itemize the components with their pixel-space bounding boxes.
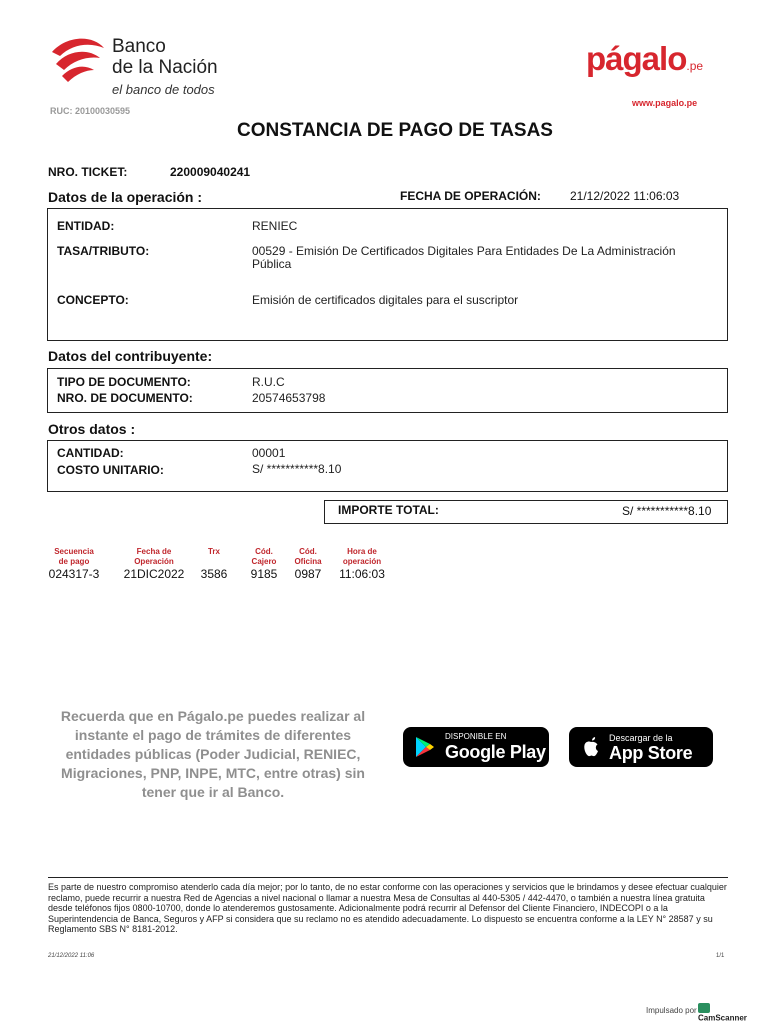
- txn-header: Operación: [134, 557, 174, 566]
- document-title: CONSTANCIA DE PAGO DE TASAS: [237, 120, 553, 141]
- txn-col-trx: [196, 547, 232, 581]
- costo-unitario-value: S/ ***********8.10: [252, 462, 342, 476]
- pagalo-logo: [586, 40, 703, 78]
- legal-notice: Es parte de nuestro compromiso atenderlo cada día mejor; por lo tanto, de no estar conforme con las operaciones y servicios que le brindamos y desee efectuar cualquier reclamo, puede recurrir a nuestra Red de Agencias a nivel nacional o llamar a nuestra Mesa de Consultas al 440-5305 / 442-4470, o también a nuestra línea gratuita desde teléfonos fijos 0800-10700, donde lo atenderemos gustosamente. Adicionalmente podrá recurrir al Defensor del Cliente Financiero, INDECOPI o a la Superintendencia de Banca, Seguros y AFP si considera que su reclamo no es atendido adecuadamente. Lo dispuesto se encuentra conforme a la LEY N° 28587 y su Reglamento SBS N° 8181-2012.: [48, 882, 727, 934]
- txn-header: Cajero: [251, 557, 277, 566]
- tasa-label: TASA/TRIBUTO:: [57, 244, 150, 258]
- nro-documento-value: 20574653798: [252, 391, 326, 405]
- banco-de-la-nacion-logo: [48, 34, 108, 84]
- google-play-button[interactable]: [403, 727, 549, 767]
- txn-header: Fecha de: [136, 547, 172, 556]
- app-store-label: App Store: [609, 743, 693, 763]
- txn-header: Hora de: [347, 547, 377, 556]
- camscanner-label: CamScanner: [698, 1013, 747, 1023]
- txn-value: 024317-3: [48, 567, 100, 581]
- entidad-label: ENTIDAD:: [57, 219, 115, 233]
- txn-col-cajero: [242, 547, 286, 581]
- otros-section-title: Otros datos :: [48, 421, 136, 437]
- apple-icon: [581, 735, 601, 759]
- cantidad-label: CANTIDAD:: [57, 446, 124, 460]
- txn-col-secuencia: [44, 547, 104, 581]
- txn-header: Trx: [207, 547, 220, 556]
- pagalo-url[interactable]: www.pagalo.pe: [632, 98, 698, 108]
- txn-value: 21DIC2022: [123, 567, 185, 581]
- google-play-icon: [415, 736, 435, 758]
- print-date: 21/12/2022 11:06: [48, 953, 95, 959]
- google-play-small: DISPONIBLE EN: [445, 732, 507, 741]
- txn-header: Cód.: [299, 547, 317, 556]
- txn-value: 11:06:03: [339, 567, 385, 581]
- bank-tagline: el banco de todos: [112, 82, 215, 97]
- contribuyente-section-title: Datos del contribuyente:: [48, 348, 213, 364]
- google-play-label: Google Play: [445, 742, 546, 762]
- txn-value: 3586: [200, 567, 228, 581]
- txn-header: Cód.: [255, 547, 273, 556]
- operacion-section-title: Datos de la operación :: [48, 189, 203, 205]
- ticket-label: NRO. TICKET:: [48, 165, 128, 179]
- nro-documento-label: NRO. DE DOCUMENTO:: [57, 391, 193, 405]
- costo-unitario-label: COSTO UNITARIO:: [57, 463, 164, 477]
- txn-header: operación: [342, 557, 382, 566]
- txn-value: 0987: [294, 567, 322, 581]
- importe-total-value: S/ ***********8.10: [622, 504, 712, 518]
- entidad-value: RENIEC: [252, 219, 298, 233]
- camscanner-logo: [698, 1003, 760, 1023]
- pagalo-suffix: .pe: [686, 59, 704, 73]
- ticket-value: 220009040241: [170, 165, 251, 179]
- ruc-number: RUC: 20100030595: [50, 106, 131, 116]
- fecha-operacion-label: FECHA DE OPERACIÓN:: [400, 189, 541, 203]
- concepto-value: Emisión de certificados digitales para el suscriptor: [252, 293, 519, 307]
- footer-divider: [48, 877, 728, 878]
- txn-col-fecha: [114, 547, 194, 581]
- cantidad-value: 00001: [252, 446, 286, 460]
- promo-text: Recuerda que en Págalo.pe puedes realizar al instante el pago de trámites de diferentes entidades públicas (Poder Judicial, RENIEC, Migraciones, PNP, INPE, MTC, entre otras) sin tener que ir al Banco.: [60, 708, 366, 800]
- txn-header: Oficina: [294, 557, 322, 566]
- fecha-operacion-value: 21/12/2022 11:06:03: [570, 189, 680, 203]
- bank-name-line2: de la Nación: [112, 57, 218, 78]
- tasa-value: 00529 - Emisión De Certificados Digitales Para Entidades De La Administración Pública: [252, 244, 676, 271]
- page-number: 1/1: [716, 953, 725, 959]
- tipo-documento-value: R.U.C: [252, 375, 285, 389]
- app-store-small: Descargar de la: [609, 733, 673, 743]
- txn-col-oficina: [286, 547, 330, 581]
- bank-name: [112, 36, 218, 78]
- txn-value: 9185: [250, 567, 278, 581]
- operacion-box: [47, 208, 728, 341]
- txn-header: Secuencia: [54, 547, 94, 556]
- powered-by-text: Impulsado por: [646, 1006, 697, 1015]
- bank-name-line1: Banco: [112, 36, 166, 57]
- app-store-button[interactable]: [569, 727, 713, 767]
- txn-col-hora: [334, 547, 390, 581]
- importe-total-label: IMPORTE TOTAL:: [338, 503, 439, 517]
- pagalo-brand: págalo: [586, 40, 687, 77]
- concepto-label: CONCEPTO:: [57, 293, 129, 307]
- camscanner-icon: [698, 1003, 710, 1013]
- tipo-documento-label: TIPO DE DOCUMENTO:: [57, 375, 191, 389]
- txn-header: de pago: [58, 557, 90, 566]
